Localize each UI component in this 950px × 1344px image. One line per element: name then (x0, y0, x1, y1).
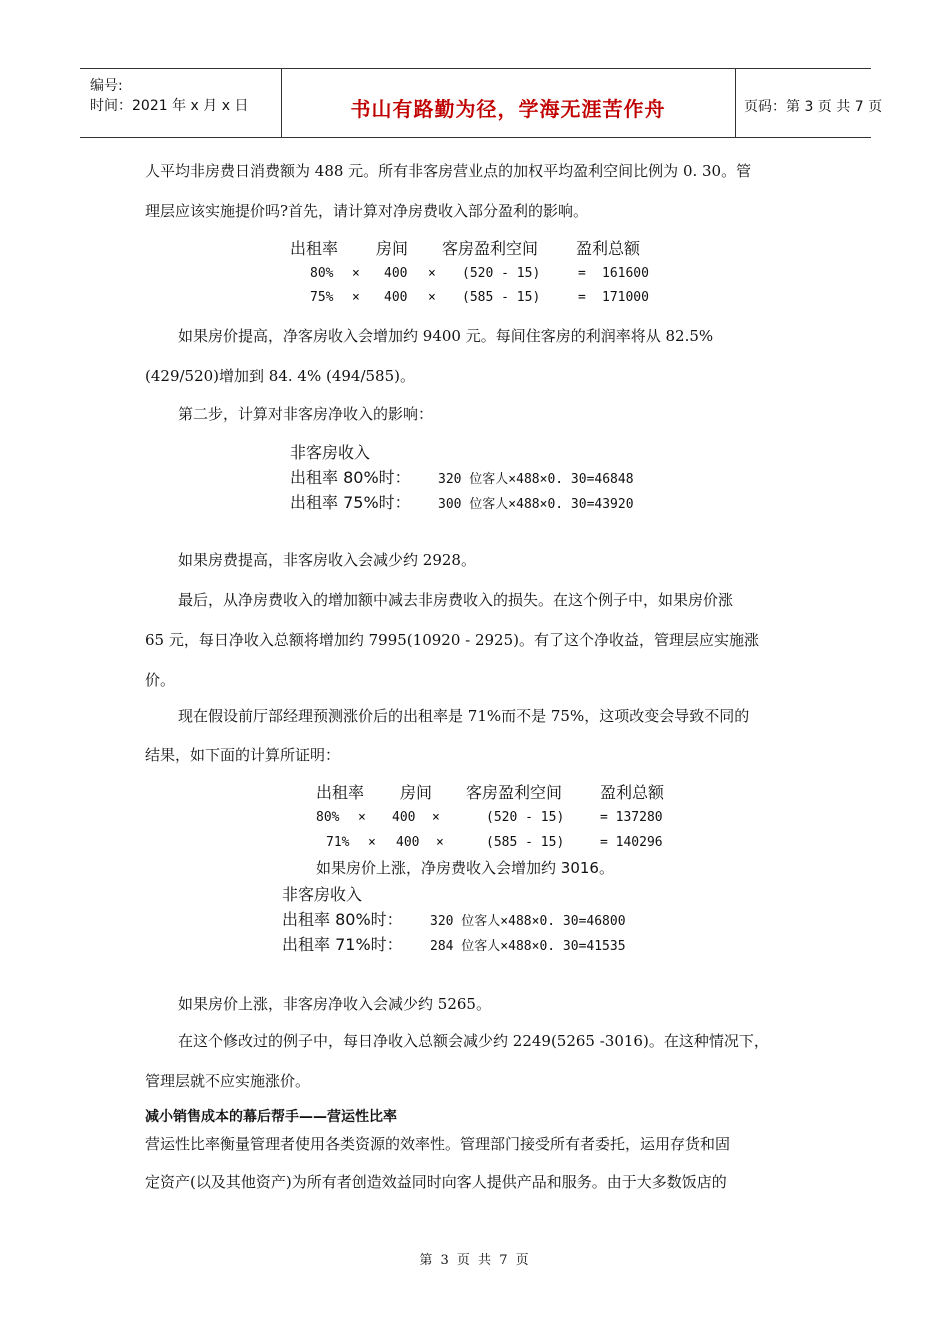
table-cell: 320 位客人×488×0. 30=46800 (430, 914, 626, 929)
paragraph: 65 元，每日净收入总额将增加约 7995(10920 - 2925)。有了这个净收益，管理层应实施涨 (145, 631, 759, 649)
col-header: 出租率 (290, 239, 339, 258)
paragraph: 现在假设前厅部经理预测涨价后的出租率是 71%而不是 75%，这项改变会导致不同的 (178, 707, 750, 725)
paragraph: 最后，从净房费收入的增加额中减去非房费收入的损失。在这个例子中，如果房价涨 (178, 591, 734, 609)
doc-time-label: 时间：2021 年 x 月 x 日 (90, 98, 249, 114)
table-cell: × (432, 810, 440, 825)
table-cell: 出租率 80%时： (290, 468, 411, 487)
header-motto-cell (281, 69, 736, 137)
section-heading: 减小销售成本的幕后帮手——营运性比率 (145, 1109, 397, 1125)
calc-table-2 (290, 440, 670, 512)
paragraph: 营运性比率衡量管理者使用各类资源的效率性。管理部门接受所有者委托，运用存货和固 (145, 1135, 731, 1153)
header-page-cell (736, 69, 883, 137)
paragraph: 理层应该实施提价吗?首先，请计算对净房费收入部分盈利的影响。 (145, 202, 589, 220)
table-cell: 出租率 80%时： (282, 910, 403, 929)
table-cell: 400 (392, 810, 416, 825)
table-cell: 300 位客人×488×0. 30=43920 (438, 497, 634, 512)
table-cell: 80% (316, 810, 340, 825)
table-cell: × (428, 266, 436, 281)
table-cell: (585 - 15) (462, 290, 541, 305)
col-header: 出租率 (316, 783, 365, 802)
paragraph: 第二步，计算对非客房净收入的影响： (178, 405, 434, 423)
table-cell: 161600 (602, 266, 649, 281)
table-cell: = 137280 (600, 810, 663, 825)
paragraph: (429/520)增加到 84. 4% (494/585)。 (145, 367, 415, 385)
table-cell: 71% (326, 835, 350, 850)
table-cell: × (368, 835, 376, 850)
table-cell: 出租率 75%时： (290, 493, 411, 512)
table-note: 如果房价上涨，净房费收入会增加约 3016。 (316, 859, 614, 877)
paragraph: 如果房价上涨，非客房净收入会减少约 5265。 (178, 995, 491, 1013)
table-title: 非客房收入 (282, 885, 363, 904)
table-cell: 75% (310, 290, 334, 305)
table-cell: × (358, 810, 366, 825)
header-page-label: 页码：第 3 页 共 7 页 (744, 99, 883, 115)
table-cell: (520 - 15) (486, 810, 565, 825)
paragraph: 在这个修改过的例子中，每日净收入总额会减少约 2249(5265 -3016)。在这种情况下， (178, 1032, 769, 1050)
col-header: 房间 (376, 239, 409, 258)
table-cell: 320 位客人×488×0. 30=46848 (438, 472, 634, 487)
paragraph: 价。 (145, 671, 176, 689)
table-cell: = (578, 290, 586, 305)
table-cell: × (436, 835, 444, 850)
doc-number-label: 编号: (90, 78, 123, 94)
paragraph: 结果，如下面的计算所证明： (145, 746, 341, 764)
page-footer: 第 3 页 共 7 页 (419, 1253, 531, 1268)
col-header: 客房盈利空间 (466, 783, 563, 802)
calc-table-1 (290, 236, 670, 312)
table-cell: 171000 (602, 290, 649, 305)
table-cell: 400 (396, 835, 420, 850)
col-header: 盈利总额 (576, 239, 641, 258)
table-cell: × (428, 290, 436, 305)
table-cell: 400 (384, 290, 408, 305)
table-title: 非客房收入 (290, 443, 371, 462)
paragraph: 如果房费提高，非客房收入会减少约 2928。 (178, 551, 476, 569)
table-cell: (520 - 15) (462, 266, 541, 281)
col-header: 客房盈利空间 (442, 239, 539, 258)
paragraph: 如果房价提高，净客房收入会增加约 9400 元。每间住客房的利润率将从 82.5% (178, 327, 714, 345)
table-cell: × (352, 290, 360, 305)
table-cell: 出租率 71%时： (282, 935, 403, 954)
table-cell: = (578, 266, 586, 281)
paragraph: 定资产(以及其他资产)为所有者创造效益同时向客人提供产品和服务。由于大多数饭店的 (145, 1173, 727, 1191)
col-header: 房间 (400, 783, 433, 802)
col-header: 盈利总额 (600, 783, 665, 802)
table-cell: 284 位客人×488×0. 30=41535 (430, 939, 626, 954)
paragraph: 管理层就不应实施涨价。 (145, 1072, 311, 1090)
header-meta (80, 69, 282, 137)
table-cell: = 140296 (600, 835, 663, 850)
calc-table-3 (282, 780, 682, 956)
table-cell: 400 (384, 266, 408, 281)
table-cell: 80% (310, 266, 334, 281)
page-header (80, 68, 883, 138)
table-cell: (585 - 15) (486, 835, 565, 850)
table-cell: × (352, 266, 360, 281)
paragraph: 人平均非房费日消费额为 488 元。所有非客房营业点的加权平均盈利空间比例为 0. 30。管 (145, 162, 752, 180)
header-motto: 书山有路勤为径，学海无涯苦作舟 (350, 97, 666, 121)
